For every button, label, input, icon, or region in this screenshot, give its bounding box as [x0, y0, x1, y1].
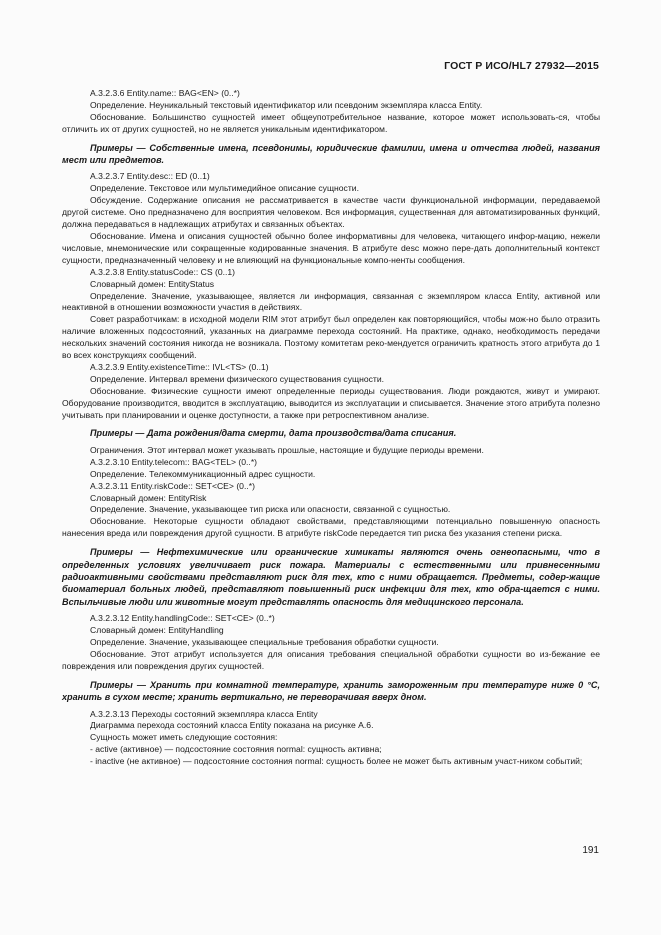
body-paragraph: Диаграмма перехода состояний класса Entity показана на рисунке A.6.: [90, 720, 374, 731]
body-paragraph: Обоснование. Имена и описания сущностей обычно более информативны для человека, читающего инфор-мацию, нежели числовые, мнемонические или сокращенные кодированные значения. В атрибуте desc можно пере-дать дополнительный контекст сущности, предназначенный человеку и не влияющий на функциональные компо-ненты сообщения.: [62, 230, 600, 265]
document-header: ГОСТ Р ИСО/HL7 27932—2015: [444, 60, 599, 72]
body-paragraph: Определение. Текстовое или мультимедийное описание сущности.: [90, 183, 359, 194]
page-number: 191: [582, 845, 599, 856]
body-paragraph: Определение. Телекоммуникационный адрес сущности.: [90, 468, 316, 479]
example-paragraph: Примеры — Хранить при комнатной температуре, хранить замороженным при температуре ниже 0 °C, хранить в сухом месте; хранить вертикально, не переворачивая вверх дном.: [62, 679, 600, 703]
body-paragraph: Обоснование. Этот атрибут используется для описания требования специальной обработки сущности во из-бежание ее повреждения или повреждения других сущностей.: [62, 648, 600, 671]
body-paragraph: Обоснование. Некоторые сущности обладают свойствами, представляющими потенциально повышенную опасность нанесения вреда или повреждения другой сущности. В атрибуте riskCode передается тип риска без указания степени риска.: [62, 516, 600, 539]
document-body: [62, 88, 600, 768]
example-paragraph: Примеры — Собственные имена, псевдонимы, юридические фамилии, имена и отчества людей, названия мест или предметов.: [62, 142, 600, 166]
body-paragraph: A.3.2.3.10 Entity.telecom:: BAG<TEL> (0..*): [90, 456, 258, 467]
body-paragraph: Определение. Интервал времени физического существования сущности.: [90, 373, 385, 384]
body-paragraph: Обоснование. Физические сущности имеют определенные периоды существования. Люди рождаются, живут и умирают. Оборудование производится, вводится в эксплуатацию, выводится из эксплуатации и списывается. Значение этого атрибута полезно учитывать при планировании и оценке доступности, а также при ретроспективном анализе.: [62, 385, 600, 420]
body-paragraph: Определение. Неуникальный текстовый идентификатор или псевдоним экземпляра класса Entity.: [90, 99, 483, 110]
body-paragraph: Ограничения. Этот интервал может указывать прошлые, настоящие и будущие периоды времени.: [90, 444, 484, 455]
body-paragraph: Словарный домен: EntityStatus: [90, 278, 215, 289]
body-paragraph: A.3.2.3.11 Entity.riskCode:: SET<CE> (0..*): [90, 480, 255, 491]
body-paragraph: A.3.2.3.12 Entity.handlingCode:: SET<CE> (0..*): [90, 613, 275, 624]
body-paragraph: A.3.2.3.6 Entity.name:: BAG<EN> (0..*): [90, 88, 240, 98]
body-paragraph: Словарный домен: EntityHandling: [90, 625, 224, 636]
body-paragraph: Определение. Значение, указывающее, является ли информация, связанная с экземпляром класса Entity, активной или неактивной в отношении возможности участия в действиях.: [62, 290, 600, 313]
example-paragraph: Примеры — Нефтехимические или органические химикаты являются очень огнеопасными, что в определенных условиях увеличивает риск пожара. Материалы с естественными или привнесенными радиоактивными свойствами представляют риск для тех, кто с ними обращается. Предметы, содер-жащие биоматериал больных людей, представляют повышенный риск инфекции для тех, кто обра-щается с ними. Вспыльчивые люди или животные могут представлять опасность для медицинского персонала.: [62, 547, 600, 607]
body-paragraph: A.3.2.3.13 Переходы состояний экземпляра класса Entity: [90, 708, 318, 719]
body-paragraph: Совет разработчикам: в исходной модели RIM этот атрибут был определен как повторяющийся, чтобы мож-но было отразить наличие вложенных подсостояний, указанных на диаграмме перехода состояний. На практике, однако, необходимость передачи нескольких значений состояния никогда не возникала. Поэтому комитетам реко-мендуется ограничить кратность этого атрибута до 1 во всех конструкциях сообщений.: [62, 314, 600, 361]
example-paragraph: Примеры — Дата рождения/дата смерти, дата производства/дата списания.: [90, 428, 457, 439]
body-paragraph: Сущность может иметь следующие состояния:: [90, 732, 278, 743]
body-paragraph: - active (активное) — подсостояние состояния normal: сущность активна;: [90, 744, 382, 755]
body-paragraph: A.3.2.3.9 Entity.existenceTime:: IVL<TS> (0..1): [90, 361, 269, 372]
body-paragraph: - inactive (не активное) — подсостояние состояния normal: сущность более не может быть активным участ-ником событий;: [90, 756, 583, 767]
body-paragraph: Словарный домен: EntityRisk: [90, 492, 207, 503]
body-paragraph: Обсуждение. Содержание описания не рассматривается в качестве части функциональной информации, передаваемой другой системе. Оно предназначено для восприятия человеком. Вся информация, существенная для автоматизированных функций, должна передаваться в надлежащих атрибутах и связанных объектах.: [62, 195, 600, 230]
body-paragraph: A.3.2.3.7 Entity.desc:: ED (0..1): [90, 171, 210, 182]
body-paragraph: Обоснование. Большинство сущностей имеет общеупотребительное название, которое может использовать-ся, чтобы отличить их от других сущностей, но не является уникальным идентификатором.: [62, 111, 600, 134]
body-paragraph: A.3.2.3.8 Entity.statusCode:: CS (0..1): [90, 266, 236, 277]
body-paragraph: Определение. Значение, указывающее тип риска или опасности, связанной с сущностью.: [90, 504, 451, 515]
body-paragraph: Определение. Значение, указывающее специальные требования обработки сущности.: [90, 636, 439, 647]
